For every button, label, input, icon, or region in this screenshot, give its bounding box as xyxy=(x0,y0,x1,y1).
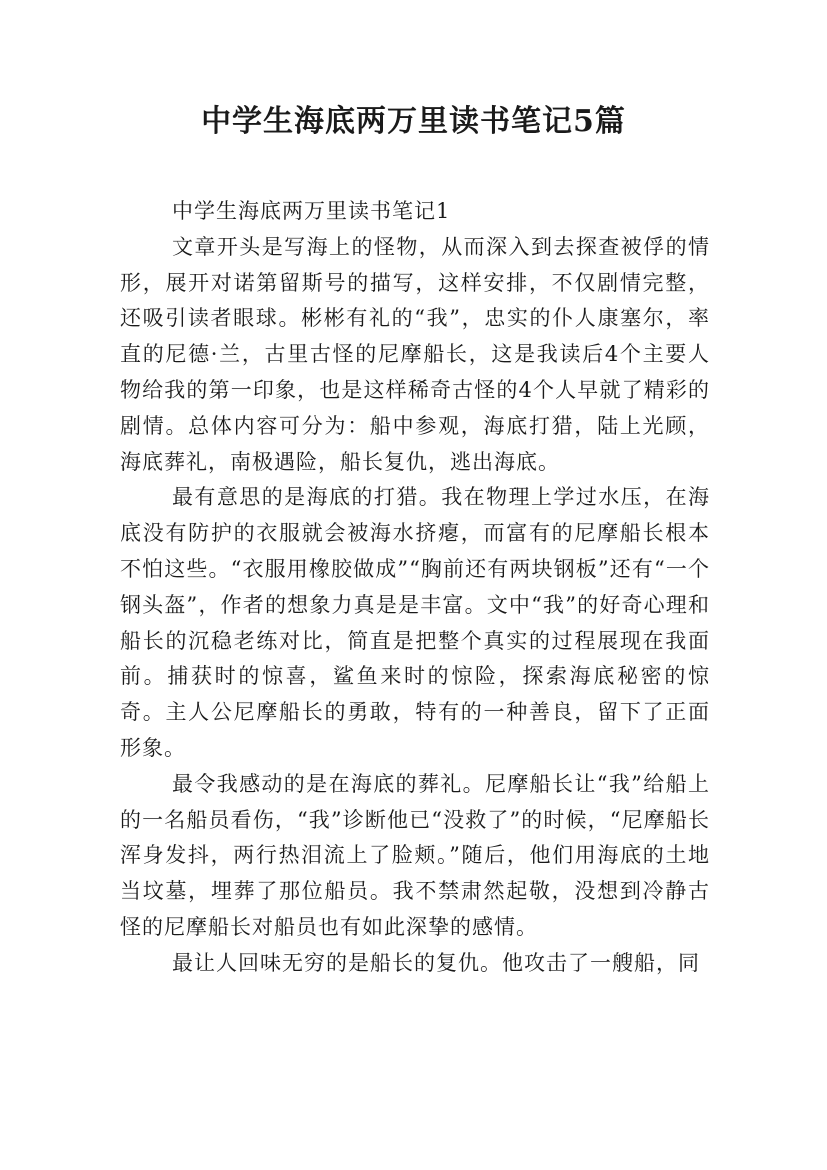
paragraph-2: 最有意思的是海底的打猎。我在物理上学过水压，在海底没有防护的衣服就会被海水挤瘪，而富有的尼摩船长根本不怕这些。“衣服用橡胶做成”“胸前还有两块钢板”还有“一个钢头盔”，作者的想象力真是是丰富。文中“我”的好奇心理和船长的沉稳老练对比，简直是把整个真实的过程展现在我面前。捕获时的惊喜，鲨鱼来时的惊险，探索海底秘密的惊奇。主人公尼摩船长的勇敢，特有的一种善良，留下了正面形象。 xyxy=(120,485,710,760)
paragraph-4: 最让人回味无穷的是船长的复仇。他攻击了一艘船，同 xyxy=(172,950,700,975)
document-title: 中学生海底两万里读书笔记5篇 xyxy=(201,104,626,139)
paragraph-3: 最令我感动的是在海底的葬礼。尼摩船长让“我”给船上的一名船员看伤，“我”诊断他已“没救了”的时候，“尼摩船长浑身发抖，两行热泪流上了脸颊。”随后，他们用海底的土地当坟墓，埋葬了那位船员。我不禁肃然起敬，没想到冷静古怪的尼摩船长对船员也有如此深挚的感情。 xyxy=(120,771,710,939)
section-heading: 中学生海底两万里读书笔记1 xyxy=(172,199,451,223)
paragraph-1: 文章开头是写海上的怪物，从而深入到去探查被俘的情形，展开对诺第留斯号的描写，这样安排，不仅剧情完整，还吸引读者眼球。彬彬有礼的“我”，忠实的仆人康塞尔，率直的尼德·兰，古里古怪的尼摩船长，这是我读后4个主要人物给我的第一印象，也是这样稀奇古怪的4个人早就了精彩的剧情。总体内容可分为：船中参观，海底打猎，陆上光顾，海底葬礼，南极遇险，船长复仇，逃出海底。 xyxy=(120,234,710,474)
document-body xyxy=(120,194,710,982)
